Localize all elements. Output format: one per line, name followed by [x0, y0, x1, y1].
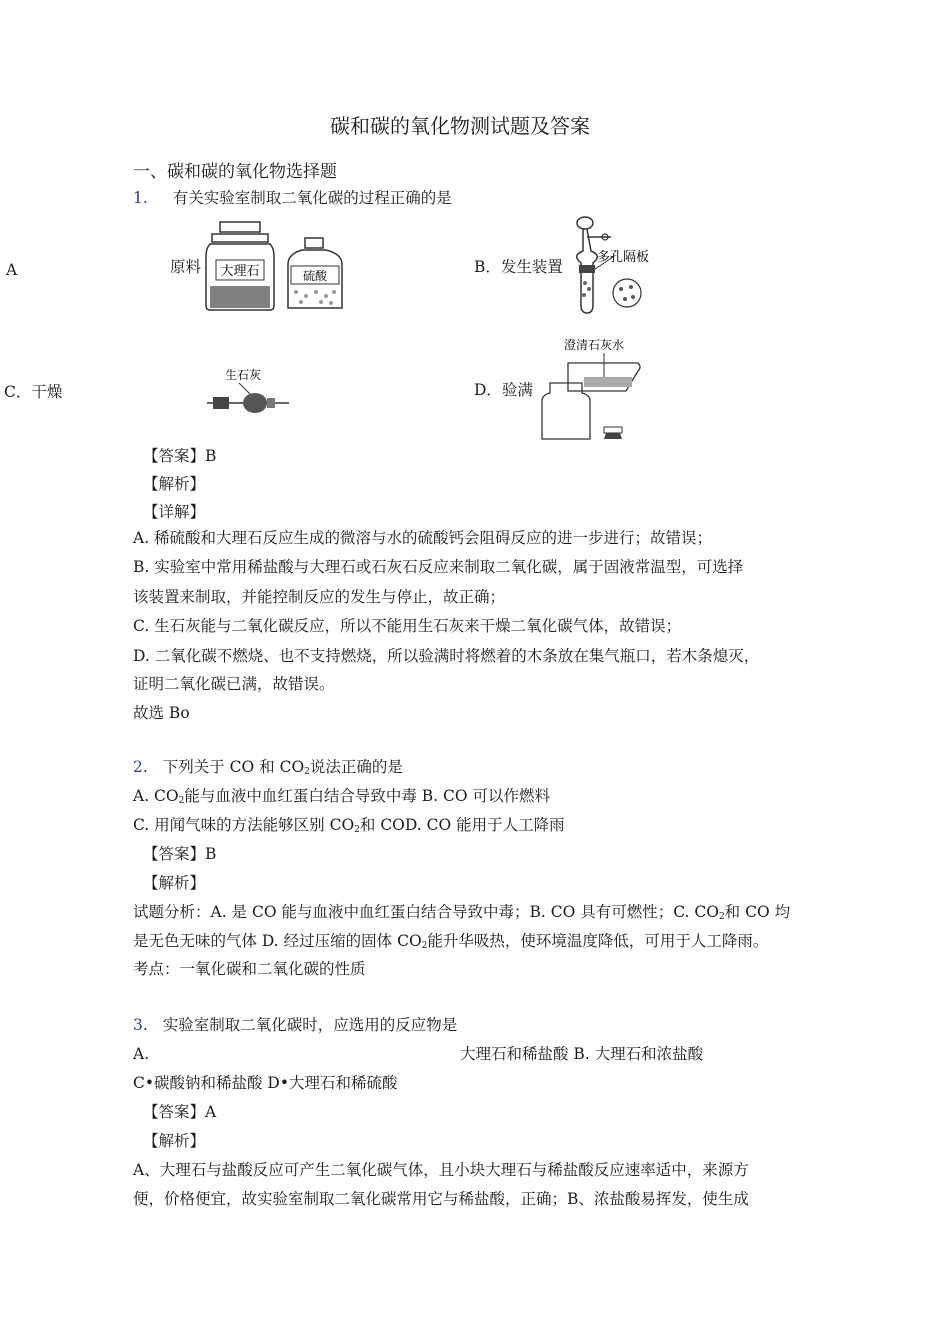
jar-label-marble: 大理石: [220, 264, 260, 279]
q1-conclusion: 故选 Bo: [133, 704, 190, 722]
q1-answer: 【答案】B: [143, 447, 217, 465]
gas-full-test-figure: [538, 335, 648, 447]
q2-options-ab: A. $CO_2$能与血液中血红蛋白结合导致中毒 B. CO 可以作燃料: [133, 787, 551, 806]
gas-generator-figure: [565, 215, 665, 317]
q1-explanation-line: A. 稀硫酸和大理石反应生成的微溶与水的硫酸钙会阻碍反应的进一步进行；故错误；: [133, 529, 713, 547]
q1-explanation-line: 证明二氧化碳已满，故错误。: [133, 675, 335, 693]
q1-explanation-line: 该装置来制取，并能控制反应的发生与停止，故正确；: [133, 588, 506, 606]
q1-detail-heading: 【详解】: [143, 503, 206, 521]
q1-explanation-line: D. 二氧化碳不燃烧、也不支持燃烧，所以验满时将燃着的木条放在集气瓶口，若木条熄灭，: [133, 647, 760, 665]
quicklime-label: 生石灰: [225, 368, 262, 382]
q1-analysis-heading: 【解析】: [143, 475, 206, 493]
question-number: 1.: [133, 189, 148, 207]
q2-topic: 考点：一氧化碳和二氧化碳的性质: [133, 960, 366, 978]
page-title: 碳和碳的氧化物测试题及答案: [330, 114, 590, 138]
q2-analysis-heading: 【解析】: [143, 874, 206, 892]
q1-option-b-label: B．发生装置: [474, 258, 563, 276]
reagent-bottles-figure: [202, 220, 352, 315]
section-heading: 一、碳和碳的氧化物选择题: [133, 162, 337, 182]
question-1-stem: 1. 有关实验室制取二氧化碳的过程正确的是: [133, 189, 452, 207]
question-2-stem: 2. 下列关于 CO 和 $CO_2$说法正确的是: [133, 758, 403, 777]
q1-explanation-line: C. 生石灰能与二氧化碳反应，所以不能用生石灰来干燥二氧化碳气体，故错误；: [133, 617, 682, 635]
limewater-label: 澄清石灰水: [564, 338, 625, 352]
q3-options-ab: 大理石和稀盐酸 B. 大理石和浓盐酸: [460, 1045, 704, 1063]
q3-explanation-line: 便，价格便宜，故实验室制取二氧化碳常用它与稀盐酸，正确；B、浓盐酸易挥发，使生成: [133, 1190, 749, 1208]
q2-options-cd: C. 用闻气味的方法能够区别 $CO_2$和 COD. CO 能用于人工降雨: [133, 816, 565, 835]
q2-answer: 【答案】B: [143, 845, 217, 863]
question-3-stem: 3. 实验室制取二氧化碳时，应选用的反应物是: [133, 1016, 458, 1034]
q3-answer: 【答案】A: [143, 1103, 217, 1121]
q2-explanation-line: 试题分析：A. 是 CO 能与血液中血红蛋白结合导致中毒；B. CO 具有可燃性；C. $CO_2$和 CO 均: [133, 903, 791, 922]
q1-option-c-label: C．干燥: [4, 383, 63, 401]
q3-options-cd: C•碳酸钠和稀盐酸 D•大理石和稀硫酸: [133, 1074, 398, 1092]
q1-option-a-label: 原料: [170, 258, 202, 276]
question-number: 2.: [133, 758, 148, 776]
q2-explanation-line: 是无色无味的气体 D. 经过压缩的固体 $CO_2$能升华吸热，使环境温度降低，可用于人工降雨。: [133, 932, 769, 951]
question-number: 3.: [133, 1016, 148, 1034]
drying-tube-figure: [205, 365, 295, 417]
q3-analysis-heading: 【解析】: [143, 1132, 206, 1150]
q3-explanation-line: A、大理石与盐酸反应可产生二氧化碳气体，且小块大理石与稀盐酸反应速率适中，来源方: [133, 1161, 749, 1179]
perforated-plate-label: 多孔隔板: [597, 250, 650, 265]
q3-option-a-letter: A.: [133, 1045, 150, 1063]
q1-option-a-letter: A: [6, 261, 18, 279]
q1-option-d-label: D．验满: [474, 381, 533, 399]
jar-label-acid: 硫酸: [302, 269, 328, 283]
q1-explanation-line: B. 实验室中常用稀盐酸与大理石或石灰石反应来制取二氧化碳，属于固液常温型，可选择: [133, 558, 744, 576]
